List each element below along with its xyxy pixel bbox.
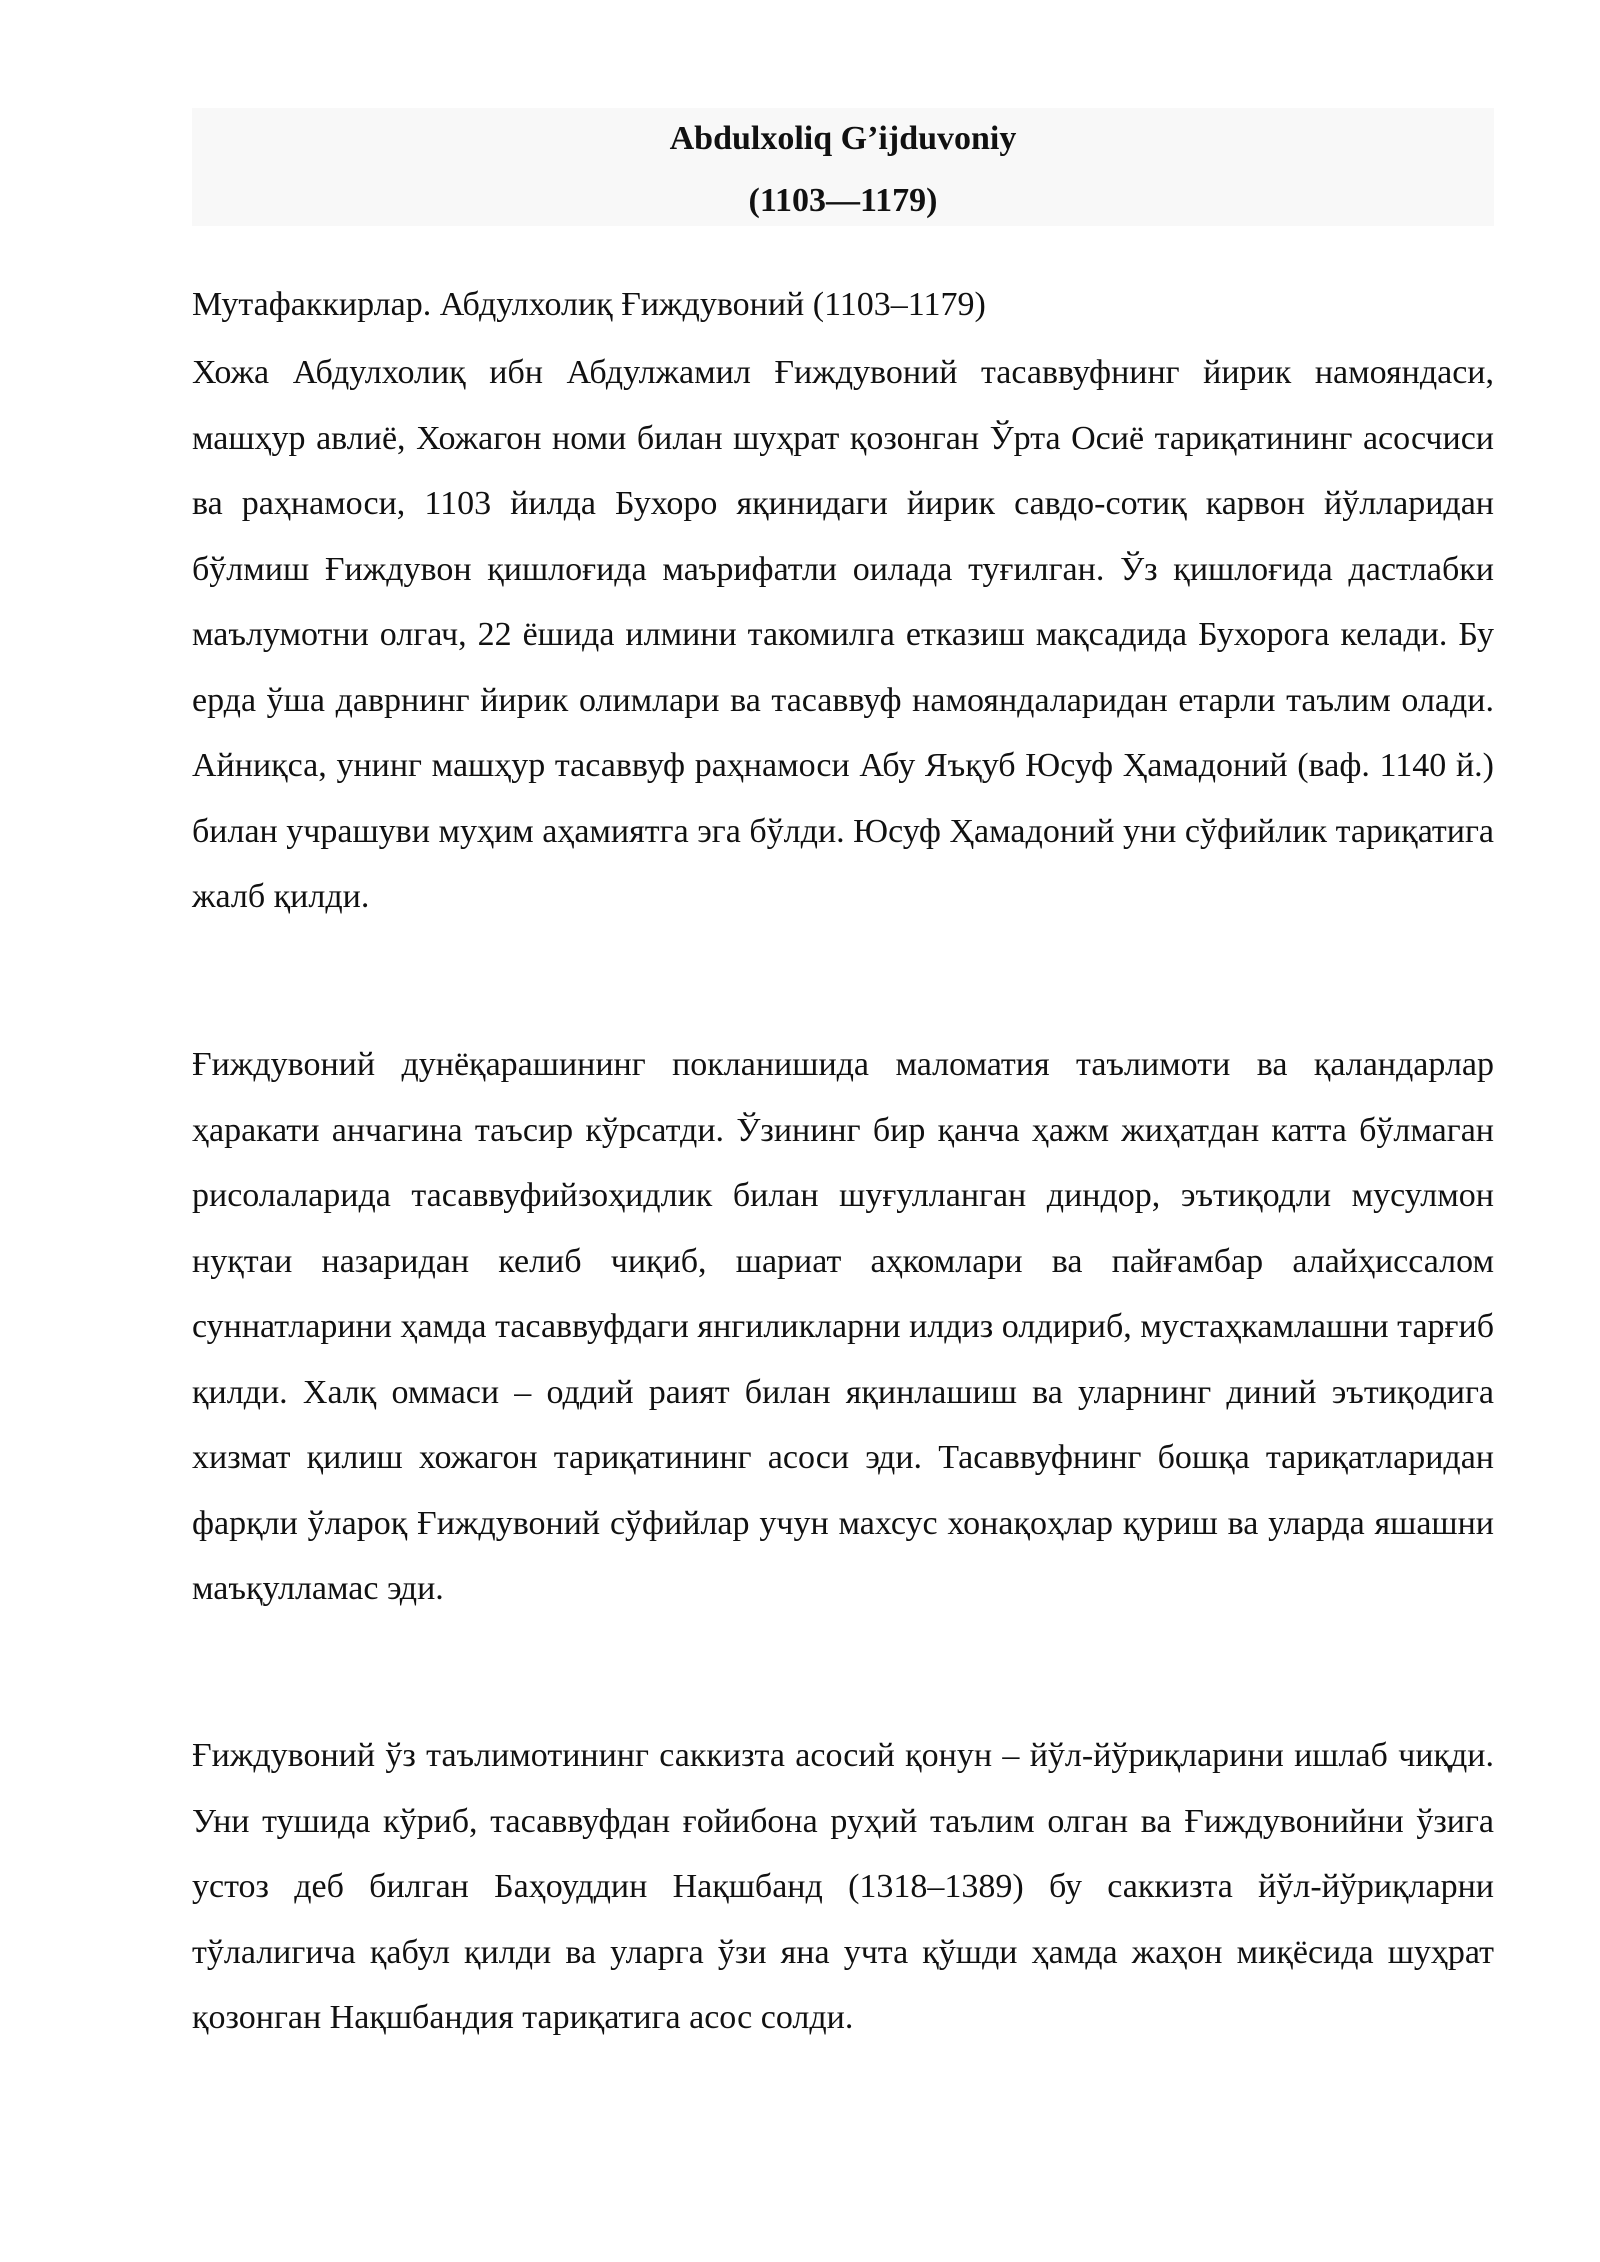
document-subtitle: (1103—1179) bbox=[748, 182, 938, 219]
document-title: Abdulxoliq G’ijduvoniy bbox=[669, 120, 1017, 157]
paragraph: Ғиждувоний ўз таълимотининг саккизта асосий қонун – йўл-йўриқларини ишлаб чиқди. Уни тушида кўриб, тасаввуфдан ғойибона руҳий таълим олган ва Ғиждувонийни ўзига устоз деб билган Баҳоуддин Нақшбанд (1318–1389) бу саккизта йўл-йўриқларни тўлалигича қабул қилди ва уларга ўзи яна учта қўшди ҳамда жаҳон миқёсида шуҳрат қозонган Нақшбандия тариқатига асос солди. bbox=[192, 1737, 1494, 2036]
intro-line: Мутафаккирлар. Абдулхолиқ Ғиждувоний (1103–1179) bbox=[192, 286, 986, 323]
title-block bbox=[192, 108, 1494, 226]
paragraph: Ғиждувоний дунёқарашининг покланишида маломатия таълимоти ва қаландарлар ҳаракати анчагина таъсир кўрсатди. Ўзининг бир қанча ҳажм жиҳатдан катта бўлмаган рисолаларида тасаввуфийзоҳидлик билан шуғулланган диндор, эътиқодли мусулмон нуқтаи назаридан келиб чиқиб, шариат аҳкомлари ва пайғамбар алайҳиссалом суннатларини ҳамда тасаввуфдаги янгиликларни илдиз олдириб, мустаҳкамлашни тарғиб қилди. Халқ оммаси – оддий раият билан яқинлашиш ва уларнинг диний эътиқодига хизмат қилиш хожагон тариқатининг асоси эди. Тасаввуфнинг бошқа тариқатларидан фарқли ўлароқ Ғиждувоний сўфийлар учун махсус хонақоҳлар қуриш ва уларда яшашни маъқулламас эди. bbox=[192, 1046, 1494, 1607]
paragraph: Хожа Абдулхолиқ ибн Абдулжамил Ғиждувоний тасаввуфнинг йирик намояндаси, машҳур авлиё, Хожагон номи билан шуҳрат қозонган Ўрта Осиё тариқатининг асосчиси ва раҳнамоси, 1103 йилда Бухоро яқинидаги йирик савдо-сотиқ карвон йўлларидан бўлмиш Ғиждувон қишлоғида маърифатли оилада туғилган. Ўз қишлоғида дастлабки маълумотни олгач, 22 ёшида илмини такомилга етказиш мақсадида Бухорога келади. Бу ерда ўша даврнинг йирик олимлари ва тасаввуф намояндаларидан етарли таълим олади. Айниқса, унинг машҳур тасаввуф раҳнамоси Абу Яъқуб Юсуф Ҳамадоний (ваф. 1140 й.) билан учрашуви муҳим аҳамиятга эга бўлди. Юсуф Ҳамадоний уни сўфийлик тариқатига жалб қилди. bbox=[192, 354, 1494, 915]
